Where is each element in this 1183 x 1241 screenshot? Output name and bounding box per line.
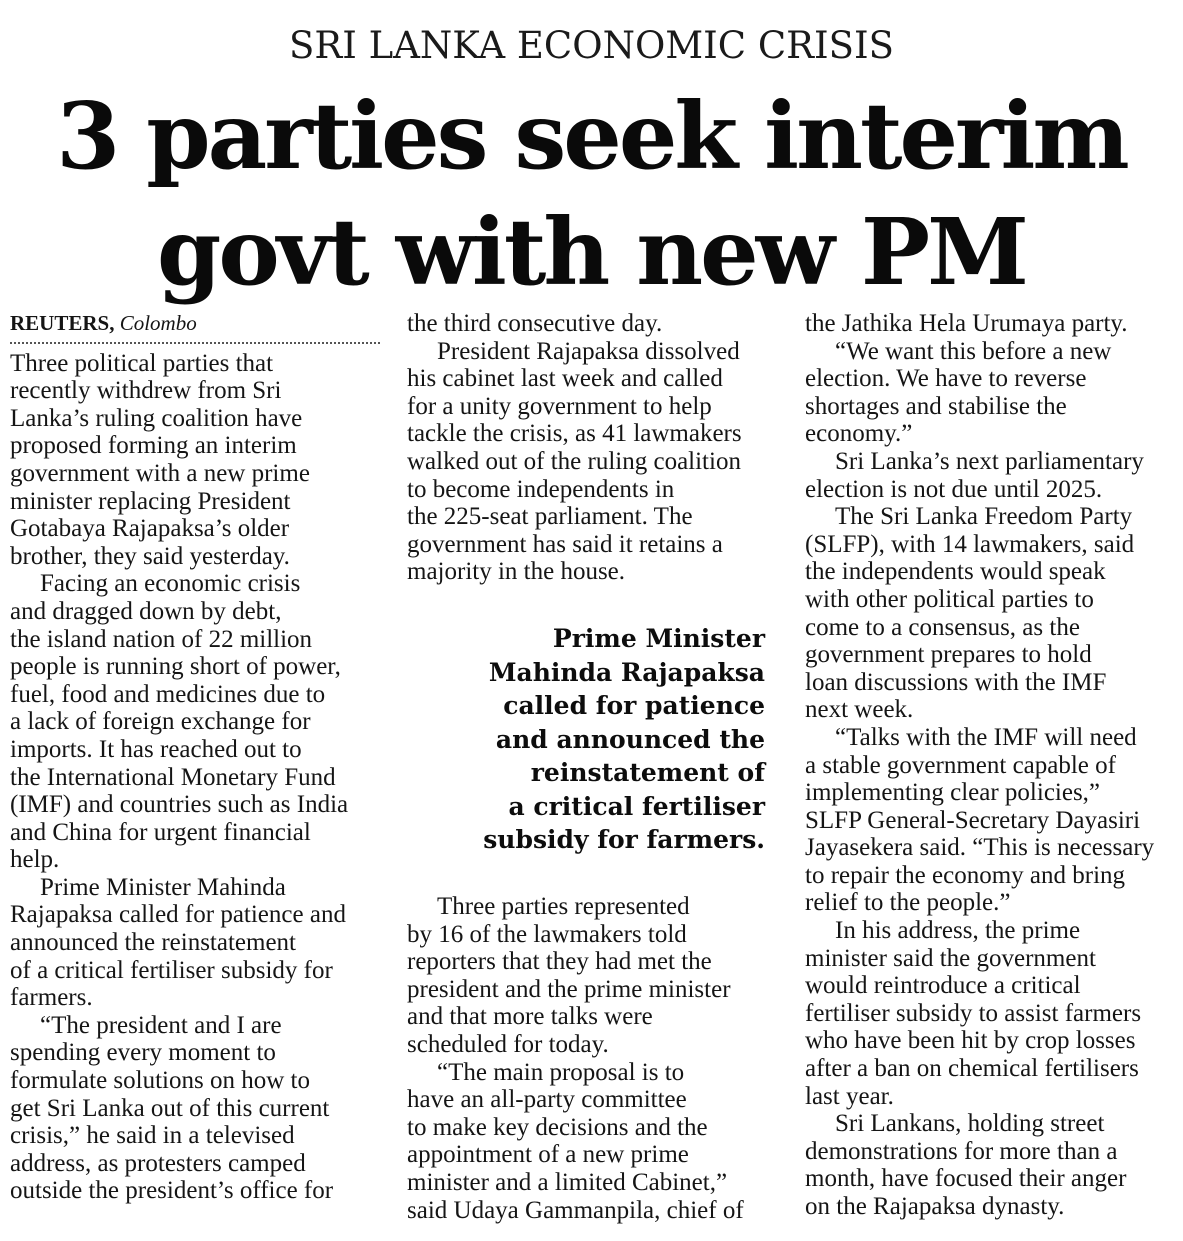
text-line: the island nation of 22 million [10,625,313,653]
text-line: recently withdrew from Sri [10,377,282,405]
headline-line: 3 parties seek interim [56,82,1127,190]
text-line: to repair the economy and bring [805,861,1126,889]
text-line: crisis,” he said in a televised [10,1122,295,1150]
text-line: Sri Lanka’s next parliamentary [835,447,1144,475]
pull-quote-line: reinstatement of [530,758,765,787]
text-line: president and the prime minister [407,975,731,1003]
text-line: brother, they said yesterday. [10,542,290,570]
text-line: (IMF) and countries such as India [10,791,349,819]
text-line: imports. It has reached out to [10,735,302,763]
text-line: election. We have to reverse [805,365,1087,393]
text-line: after a ban on chemical fertilisers [805,1055,1139,1083]
text-line: President Rajapaksa dissolved [437,337,740,365]
text-line: walked out of the ruling coalition [407,447,741,475]
text-line: In his address, the prime [835,917,1081,945]
text-line: minister and a limited Cabinet,” [407,1168,728,1196]
text-line: Facing an economic crisis [40,570,301,598]
text-line: month, have focused their anger [805,1165,1127,1193]
column-3-body [805,310,1177,1221]
text-line: the independents would speak [805,558,1106,586]
text-line: said Udaya Gammanpila, chief of [407,1196,744,1224]
text-line: scheduled for today. [407,1030,609,1058]
text-line: “We want this before a new [835,337,1112,365]
text-line: the Jathika Hela Urumaya party. [805,310,1128,337]
text-line: outside the president’s office for [10,1177,334,1205]
text-line: reporters that they had met the [407,948,712,976]
text-line: government with a new prime [10,459,310,487]
text-line: and that more talks were [407,1003,653,1031]
text-line: The Sri Lanka Freedom Party [835,503,1133,531]
text-line: economy.” [805,420,913,448]
text-line: on the Rajapaksa dynasty. [805,1193,1065,1220]
text-line: Three political parties that [10,349,274,377]
text-line: “The main proposal is to [437,1058,685,1086]
text-line: minister replacing President [10,487,291,515]
text-line: would reintroduce a critical [805,972,1081,1000]
text-line: implementing clear policies,” [805,779,1101,807]
text-line: a lack of foreign exchange for [10,708,311,736]
text-line: SLFP General-Secretary Dayasiri [805,806,1141,834]
text-line: Rajapaksa called for patience and [10,901,346,929]
byline-agency: REUTERS, [10,311,115,335]
headline-line: govt with new PM [157,198,1026,306]
pull-quote-line: called for patience [503,691,765,720]
text-line: to become independents in [407,475,675,503]
column-1-body [10,350,382,1205]
text-line: loan discussions with the IMF [805,668,1107,696]
text-line: to make key decisions and the [407,1113,708,1141]
text-line: Sri Lankans, holding street [835,1110,1105,1138]
pull-quote-text [407,622,765,857]
text-line: Three parties represented [437,893,690,920]
text-line: who have been hit by crop losses [805,1027,1136,1055]
text-line: government has said it retains a [407,530,723,558]
text-line: a stable government capable of [805,751,1116,779]
text-line: spending every moment to [10,1039,276,1067]
pull-quote-line: and announced the [495,724,765,754]
text-line: Prime Minister Mahinda [40,873,286,901]
column-2-body-bottom [407,893,779,1224]
text-line: with other political parties to [805,585,1094,613]
text-line: for a unity government to help [407,392,712,420]
pull-quote-line: a critical fertiliser [508,791,765,821]
article-column-1 [10,310,382,1205]
text-line: the third consecutive day. [407,310,663,337]
headline [0,78,1183,310]
text-line: and dragged down by debt, [10,597,282,625]
pull-quote-line: Prime Minister [552,624,765,653]
pull-quote-line: Mahinda Rajapaksa [488,657,765,687]
text-line: “The president and I are [40,1011,282,1039]
byline [10,310,382,338]
text-line: tackle the crisis, as 41 lawmakers [407,420,742,448]
byline-city: Colombo [119,311,197,335]
text-line: Gotabaya Rajapaksa’s older [10,515,290,543]
text-line: of a critical fertiliser subsidy for [10,956,333,984]
text-line: get Sri Lanka out of this current [10,1094,330,1122]
text-line: shortages and stabilise the [805,392,1067,420]
text-line: and China for urgent financial [10,818,311,846]
text-line: fuel, food and medicines due to [10,680,326,708]
text-line: by 16 of the lawmakers told [407,920,687,948]
text-line: people is running short of power, [10,653,341,681]
text-line: fertiliser subsidy to assist farmers [805,999,1142,1027]
text-line: the International Monetary Fund [10,763,336,791]
text-line: minister said the government [805,944,1096,972]
text-line: government prepares to hold [805,641,1092,669]
article-column-3 [805,310,1177,1221]
text-line: next week. [805,696,914,724]
article-column-2-lower [407,893,779,1224]
text-line: appointment of a new prime [407,1141,689,1169]
byline-divider [10,342,380,344]
text-line: election is not due until 2025. [805,475,1103,503]
column-2-body-top [407,310,779,586]
text-line: (SLFP), with 14 lawmakers, said [805,530,1135,558]
text-line: announced the reinstatement [10,929,296,957]
article-column-2 [407,310,779,586]
text-line: come to a consensus, as the [805,613,1080,641]
text-line: farmers. [10,984,93,1012]
text-line: have an all-party committee [407,1086,687,1114]
text-line: majority in the house. [407,558,626,586]
text-line: help. [10,846,60,874]
text-line: formulate solutions on how to [10,1067,310,1095]
text-line: address, as protesters camped [10,1149,306,1177]
text-line: Lanka’s ruling coalition have [10,404,303,432]
text-line: last year. [805,1082,894,1110]
pull-quote [407,622,765,857]
text-line: Jayasekera said. “This is necessary [805,834,1155,862]
text-line: demonstrations for more than a [805,1137,1118,1165]
section-kicker: SRI LANKA ECONOMIC CRISIS [289,24,894,67]
text-line: his cabinet last week and called [407,365,723,393]
pull-quote-line: subsidy for farmers. [483,825,765,854]
text-line: proposed forming an interim [10,432,297,460]
text-line: relief to the people.” [805,889,1011,917]
text-line: “Talks with the IMF will need [835,723,1137,751]
text-line: the 225-seat parliament. The [407,503,693,531]
